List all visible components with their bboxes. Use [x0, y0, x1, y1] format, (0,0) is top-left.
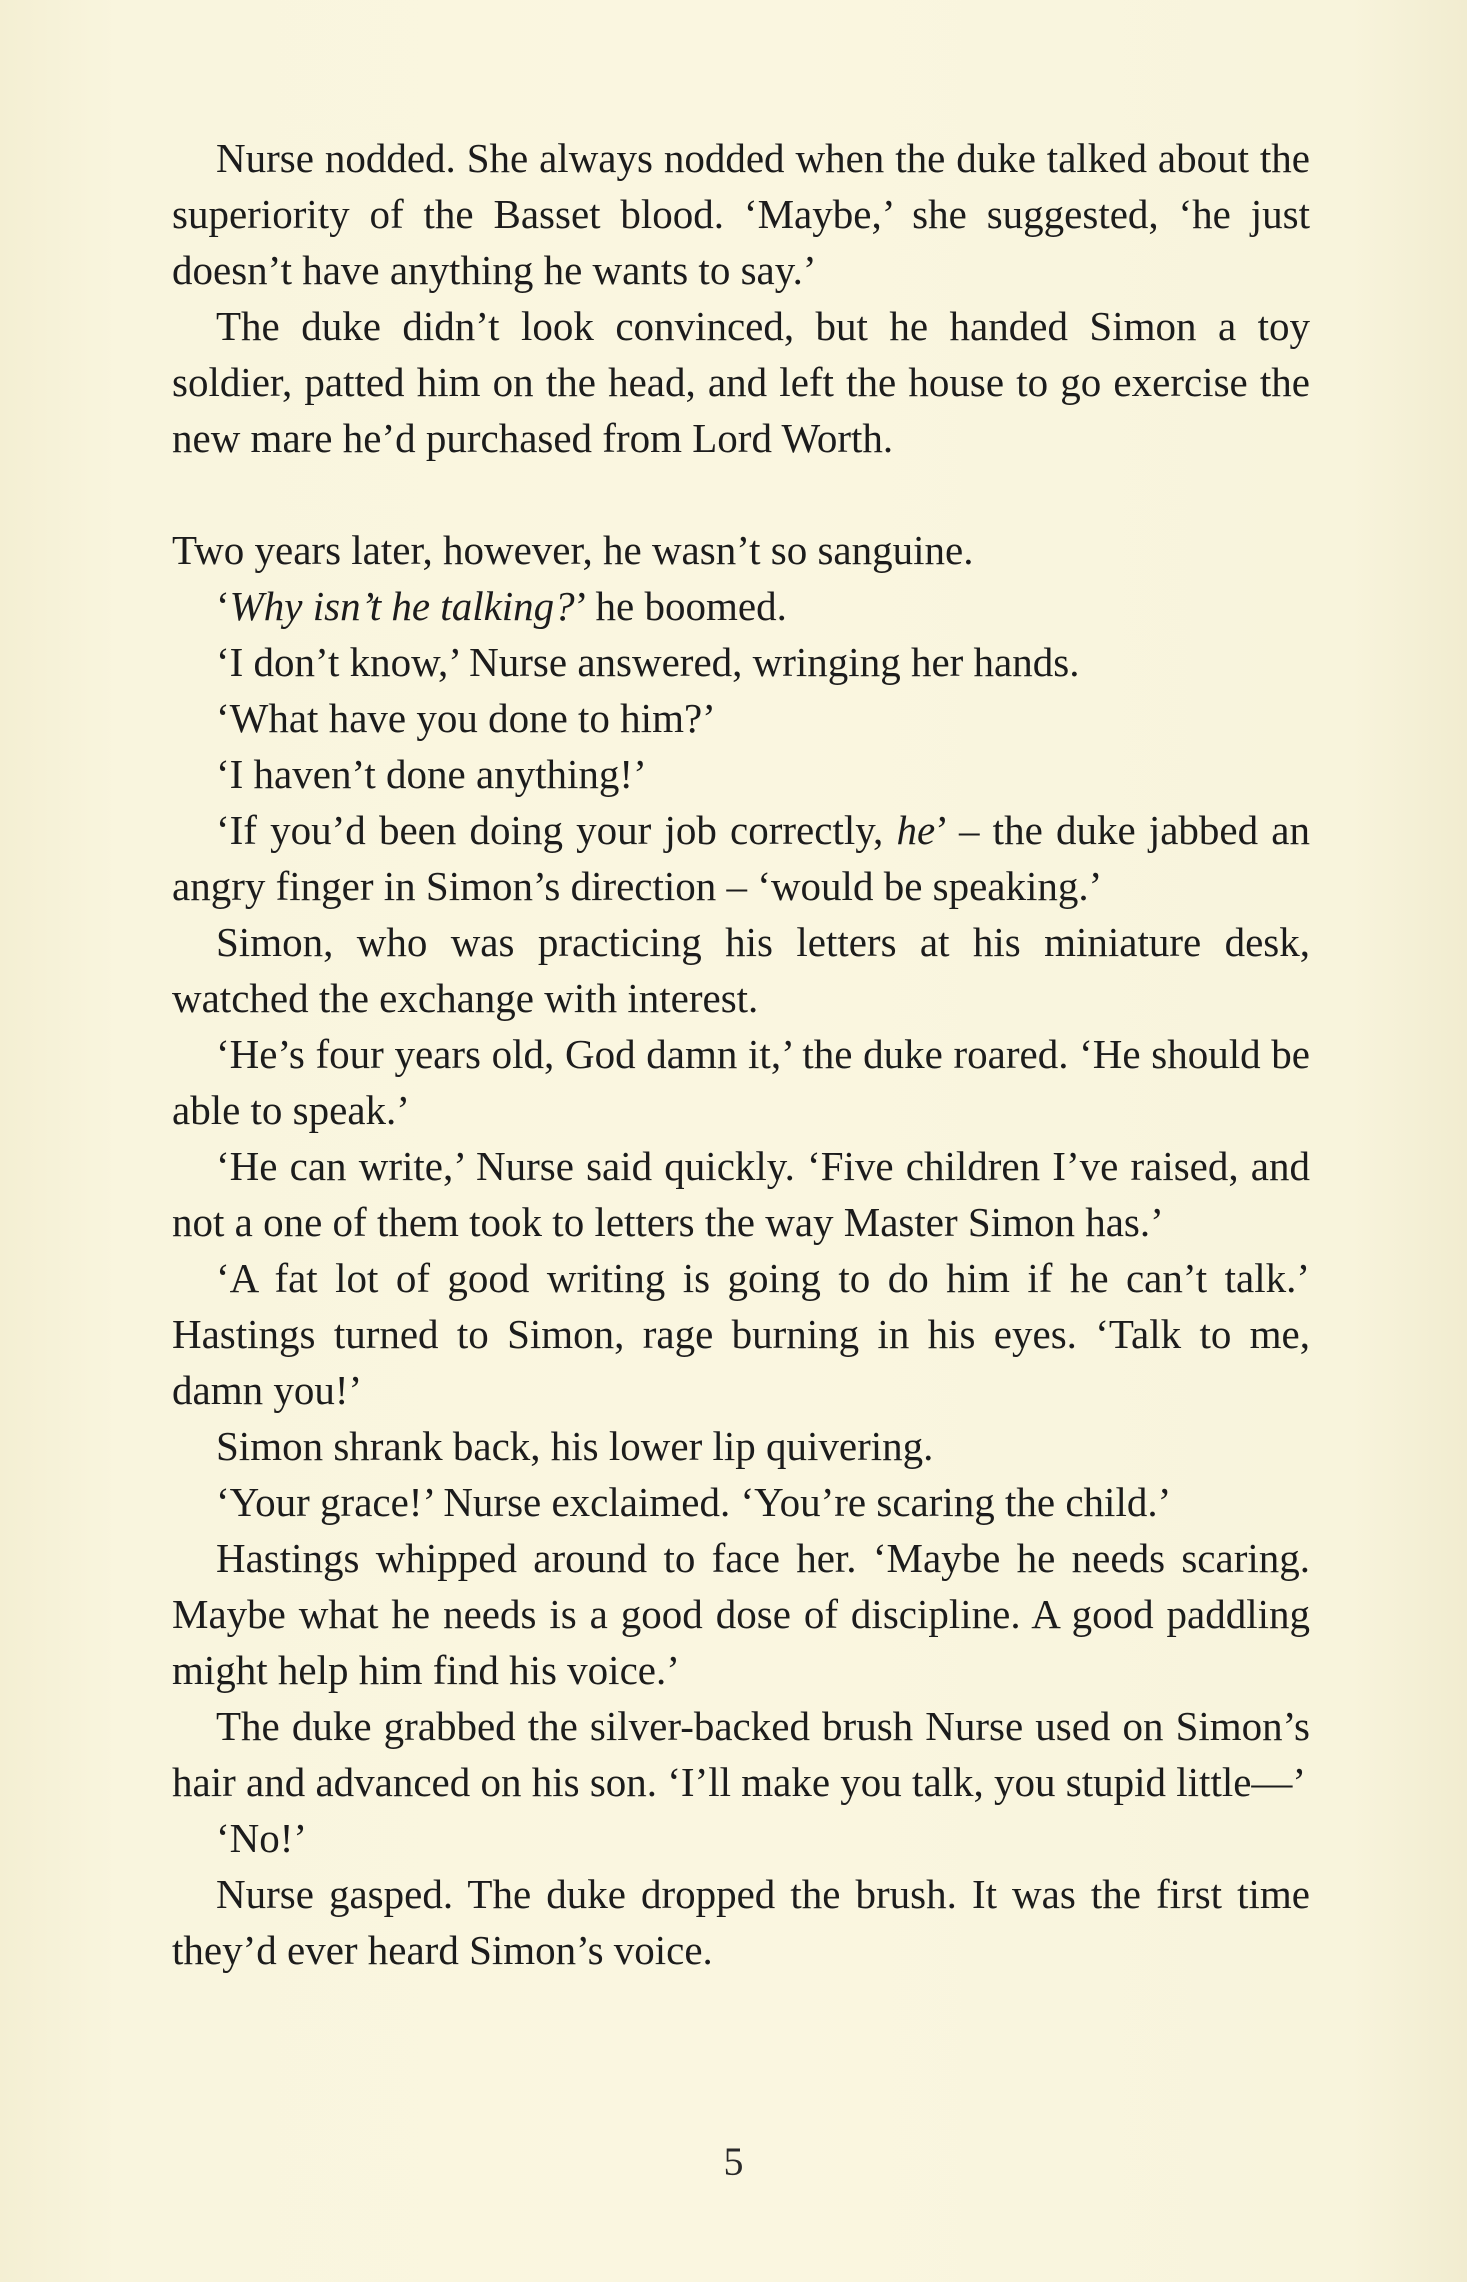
- paragraph: ‘Why isn’t he talking?’ he boomed.: [216, 583, 787, 629]
- body-text: [172, 130, 1310, 1978]
- paragraph: Hastings whipped around to face her. ‘Maybe he needs scaring. Maybe what he needs is a good dose of discipline. A good paddling might help him find his voice.’: [172, 1535, 1310, 1693]
- paragraph-section-start: Two years later, however, he wasn’t so sanguine.: [172, 527, 974, 573]
- paragraph: ‘No!’: [216, 1815, 308, 1861]
- paragraph: ‘A fat lot of good writing is going to do him if he can’t talk.’ Hastings turned to Simon, rage burning in his eyes. ‘Talk to me, damn you!’: [172, 1255, 1310, 1413]
- paragraph: Simon, who was practicing his letters at his miniature desk, watched the exchange with interest.: [172, 919, 1310, 1021]
- paragraph: ‘If you’d been doing your job correctly, he’ – the duke jabbed an angry finger in Simon’s direction – ‘would be speaking.’: [172, 807, 1310, 909]
- paragraph: ‘What have you done to him?’: [216, 695, 716, 741]
- page-number: 5: [723, 2139, 744, 2184]
- paragraph: Simon shrank back, his lower lip quivering.: [216, 1423, 934, 1469]
- paragraph: ‘Your grace!’ Nurse exclaimed. ‘You’re scaring the child.’: [216, 1479, 1172, 1525]
- paragraph: ‘I haven’t done anything!’: [216, 751, 647, 797]
- paragraph: Nurse gasped. The duke dropped the brush. It was the first time they’d ever heard Simon’s voice.: [172, 1871, 1310, 1973]
- paragraph: The duke didn’t look convinced, but he handed Simon a toy soldier, patted him on the head, and left the house to go exercise the new mare he’d purchased from Lord Worth.: [172, 303, 1310, 461]
- paragraph: ‘I don’t know,’ Nurse answered, wringing her hands.: [216, 639, 1080, 685]
- paragraph: Nurse nodded. She always nodded when the duke talked about the superiority of the Basset blood. ‘Maybe,’ she suggested, ‘he just doesn’t have anything he wants to say.’: [172, 135, 1310, 293]
- emphasis: he: [896, 807, 936, 853]
- paragraph: The duke grabbed the silver-backed brush Nurse used on Simon’s hair and advanced on his son. ‘I’ll make you talk, you stupid little—’: [172, 1703, 1310, 1805]
- paragraph: ‘He’s four years old, God damn it,’ the duke roared. ‘He should be able to speak.’: [172, 1031, 1310, 1133]
- emphasis: Why isn’t he talking?: [229, 583, 575, 629]
- paragraph: ‘He can write,’ Nurse said quickly. ‘Five children I’ve raised, and not a one of them took to letters the way Master Simon has.’: [172, 1143, 1310, 1245]
